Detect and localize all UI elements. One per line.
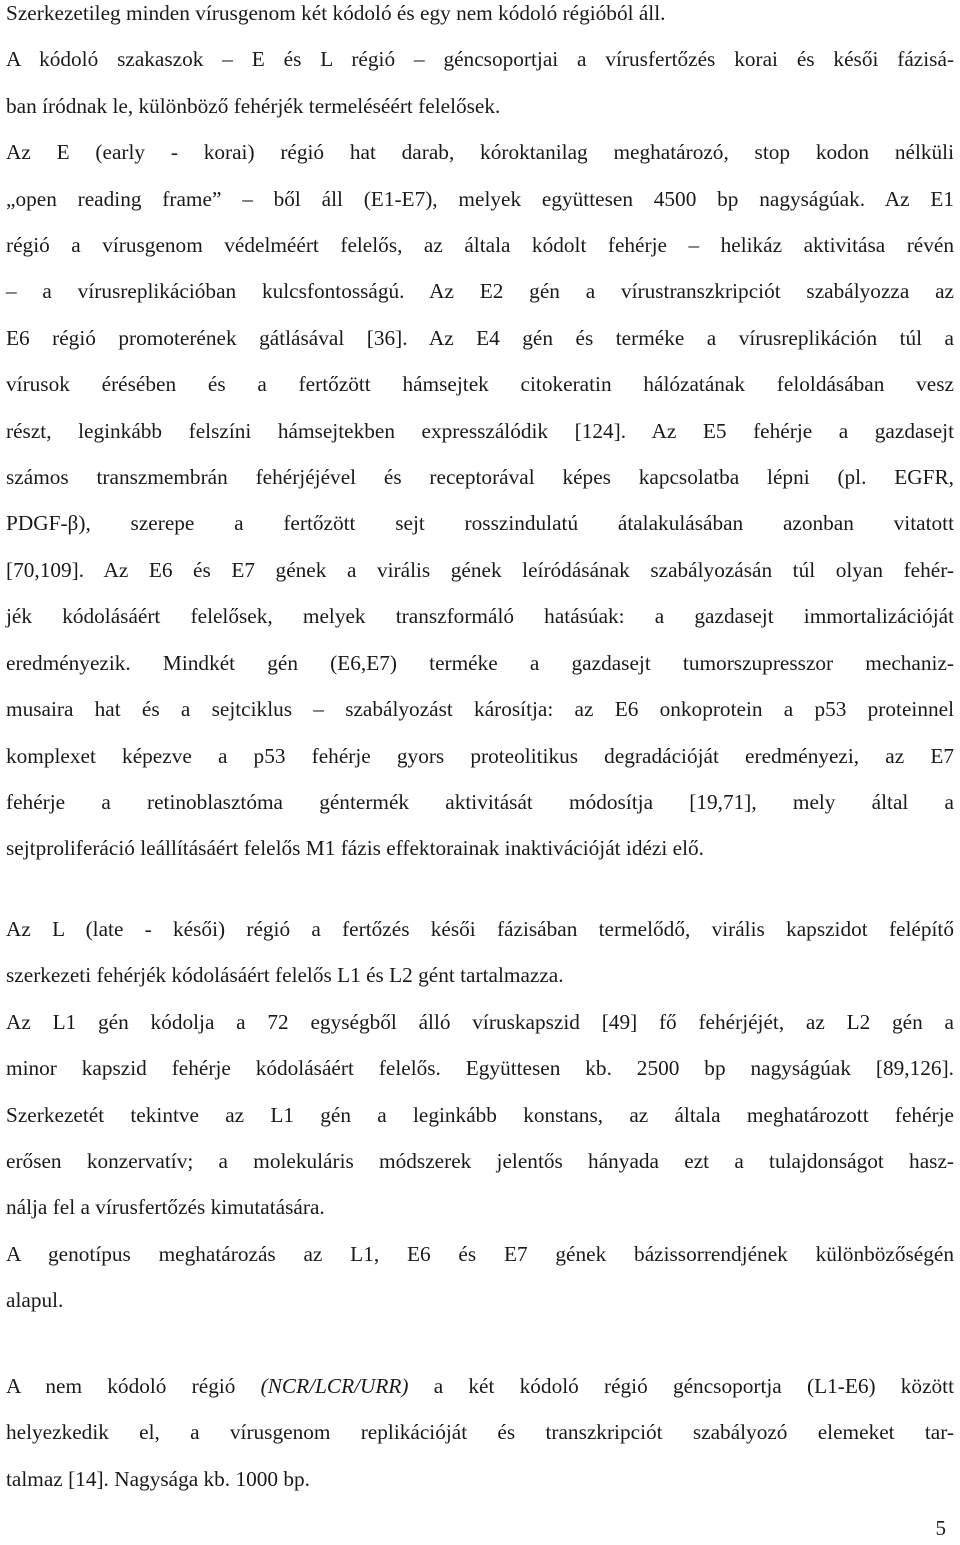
text-line: részt, leginkább felszíni hámsejtekben expresszálódik [124]. Az E5 fehérje a gazdasejt — [6, 418, 954, 443]
text-line: Szerkezetét tekintve az L1 gén a leginkább konstans, az általa meghatározott fehérje — [6, 1102, 954, 1127]
text-line: eredményezik. Mindkét gén (E6,E7) terméke a gazdasejt tumorszupresszor mechaniz- — [6, 650, 954, 675]
text-line: Az E (early - korai) régió hat darab, kóroktanilag meghatározó, stop kodon nélküli — [6, 140, 954, 165]
paragraph-late-region — [6, 906, 954, 1324]
text-line: Szerkezetileg minden vírusgenom két kódoló és egy nem kódoló régióból áll. — [6, 1, 666, 25]
text-line: musaira hat és a sejtciklus – szabályozást károsítja: az E6 onkoprotein a p53 proteinnel — [6, 697, 954, 722]
text-line: A genotípus meghatározás az L1, E6 és E7 gének bázissorrendjének különbözőségén — [6, 1241, 954, 1266]
document-page — [6, 0, 954, 1545]
text-segment: a két kódoló régió géncsoportja (L1-E6) között — [408, 1374, 955, 1398]
text-line: vírusok érésében és a fertőzött hámsejtek citokeratin hálózatának feloldásában vesz — [6, 372, 954, 397]
text-line: A kódoló szakaszok – E és L régió – géncsoportjai a vírusfertőzés korai és késői fázisá- — [6, 47, 954, 72]
text-line: – a vírusreplikációban kulcsfontosságú. Az E2 gén a vírustranszkripciót szabályozza az — [6, 279, 954, 304]
text-line — [6, 1363, 954, 1409]
text-segment: A nem kódoló régió — [6, 1374, 261, 1398]
text-line: minor kapszid fehérje kódolásáért felelős. Együttesen kb. 2500 bp nagyságúak [89,126]. — [6, 1056, 954, 1081]
text-line: talmaz [14]. Nagysága kb. 1000 bp. — [6, 1466, 310, 1491]
text-line: [70,109]. Az E6 és E7 gének a virális gének leíródásának szabályozásán túl olyan fehér- — [6, 557, 954, 582]
text-line: E6 régió promoterének gátlásával [36]. Az E4 gén és terméke a vírusreplikáción túl a — [6, 325, 954, 350]
page-number: 5 — [935, 1516, 946, 1540]
text-line: számos transzmembrán fehérjéjével és receptorával képes kapcsolatba lépni (pl. EGFR, — [6, 465, 954, 490]
text-line: helyezkedik el, a vírusgenom replikációját és transzkripciót szabályozó elemeket tar- — [6, 1420, 954, 1445]
text-line: sejtproliferáció leállításáért felelős M1 fázis effektorainak inaktivációját idézi elő. — [6, 836, 704, 861]
text-line: PDGF-β), szerepe a fertőzött sejt rosszindulatú átalakulásában azonban vitatott — [6, 511, 954, 536]
text-line: jék kódolásáért felelősek, melyek transzformáló hatásúak: a gazdasejt immortalizációját — [6, 604, 954, 629]
text-line: Az L1 gén kódolja a 72 egységből álló víruskapszid [49] fő fehérjéjét, az L2 gén a — [6, 1009, 954, 1034]
text-line: fehérje a retinoblasztóma géntermék aktivitását módosítja [19,71], mely által a — [6, 789, 954, 814]
text-line: nálja fel a vírusfertőzés kimutatására. — [6, 1195, 325, 1220]
text-line: alapul. — [6, 1288, 64, 1313]
text-line: régió a vírusgenom védelméért felelős, az általa kódolt fehérje – helikáz aktivitása révén — [6, 233, 954, 258]
text-line: komplexet képezve a p53 fehérje gyors proteolitikus degradációját eredményezi, az E7 — [6, 743, 954, 768]
paragraph-genome-structure-early-region — [6, 0, 954, 872]
italic-term: (NCR/LCR/URR) — [260, 1374, 409, 1398]
text-line: szerkezeti fehérjék kódolásáért felelős L1 és L2 gént tartalmazza. — [6, 963, 564, 988]
paragraph-non-coding-region — [6, 1363, 954, 1502]
text-line: erősen konzervatív; a molekuláris módszerek jelentős hányada ezt a tulajdonságot hasz- — [6, 1149, 954, 1174]
text-line: ban íródnak le, különböző fehérjék termeléséért felelősek. — [6, 93, 501, 118]
text-line: Az L (late - késői) régió a fertőzés késői fázisában termelődő, virális kapszidot felépítő — [6, 917, 954, 941]
text-line: „open reading frame” – ből áll (E1-E7), melyek együttesen 4500 bp nagyságúak. Az E1 — [6, 186, 954, 211]
